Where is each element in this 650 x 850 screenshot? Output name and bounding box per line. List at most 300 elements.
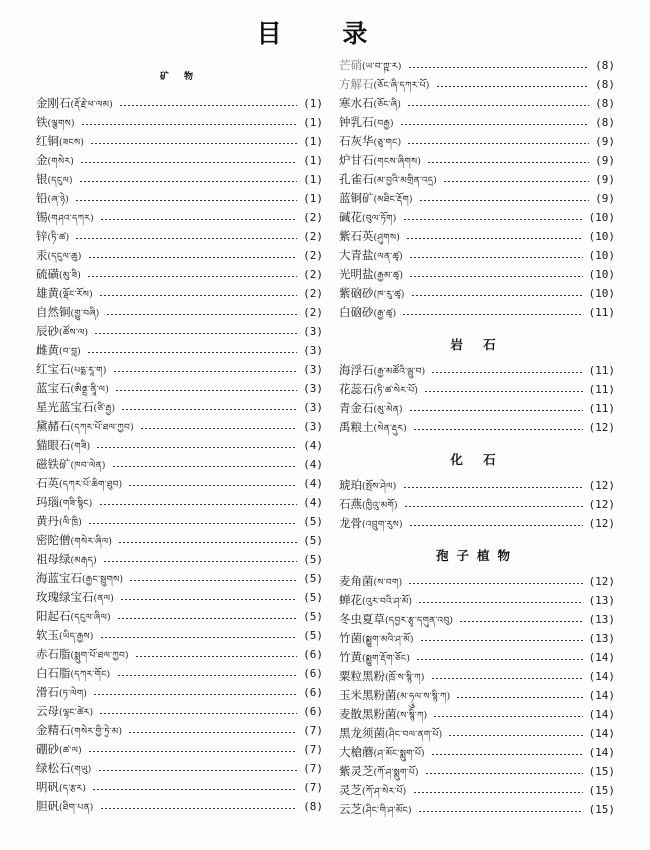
entry-page-number: (2) bbox=[303, 249, 323, 262]
dot-leader bbox=[424, 391, 582, 392]
toc-entry[interactable] bbox=[36, 493, 323, 512]
entry-tibetan-name: (ས་སྙི་ཀ) bbox=[396, 711, 428, 721]
toc-entry[interactable] bbox=[339, 781, 615, 800]
dot-leader bbox=[402, 314, 582, 315]
entry-page-number: (3) bbox=[303, 420, 323, 433]
toc-entry[interactable] bbox=[339, 495, 615, 514]
dot-leader bbox=[407, 105, 589, 106]
entry-page-number: (2) bbox=[303, 211, 323, 224]
toc-entry[interactable] bbox=[36, 227, 323, 246]
toc-entry[interactable] bbox=[339, 361, 615, 380]
entry-chinese-name: 麦角菌 bbox=[339, 574, 374, 588]
toc-entry[interactable] bbox=[36, 436, 323, 455]
entry-tibetan-name: (ཨིནྡྲ་ནཱི་ལ) bbox=[70, 385, 110, 395]
entry-page-number: (5) bbox=[303, 629, 323, 642]
dot-leader bbox=[416, 659, 582, 660]
entry-chinese-name: 玛瑙 bbox=[36, 495, 59, 509]
entry-tibetan-name: (པདྨ་རཱ་ག) bbox=[70, 366, 107, 376]
dot-leader bbox=[459, 621, 582, 622]
dot-leader bbox=[99, 504, 298, 505]
dot-leader bbox=[436, 86, 589, 87]
entry-page-number: (1) bbox=[303, 173, 323, 186]
entry-chinese-name: 辰砂 bbox=[36, 324, 59, 338]
entry-chinese-name: 赤石脂 bbox=[36, 647, 71, 661]
entry-chinese-name: 蝉花 bbox=[339, 593, 362, 607]
toc-entry[interactable] bbox=[339, 762, 615, 781]
entry-chinese-name: 龙骨 bbox=[339, 516, 362, 530]
entry-tibetan-name: (སྨུག་པོ་ཐལ་ཀྱབ) bbox=[70, 651, 129, 661]
entry-chinese-name: 钟乳石 bbox=[339, 115, 374, 129]
entry-tibetan-name: (ཚོས་ལ) bbox=[59, 328, 89, 338]
dot-leader bbox=[93, 694, 297, 695]
toc-entry[interactable] bbox=[339, 514, 615, 533]
entry-page-number: (2) bbox=[303, 287, 323, 300]
dot-leader bbox=[409, 257, 583, 258]
entry-chinese-name: 磁铁矿 bbox=[36, 457, 71, 471]
entry-tibetan-name: (ཤིང་གི་ཤ་མོང) bbox=[362, 806, 412, 816]
entry-page-number: (7) bbox=[303, 781, 323, 794]
entry-page-number: (5) bbox=[303, 610, 323, 623]
toc-entry[interactable] bbox=[339, 284, 615, 303]
entry-tibetan-name: (ཅོང་ཞི) bbox=[373, 100, 402, 110]
entry-chinese-name: 密陀僧 bbox=[36, 533, 71, 547]
toc-entry[interactable] bbox=[339, 170, 615, 189]
dot-leader bbox=[425, 773, 583, 774]
dot-leader bbox=[420, 640, 583, 641]
toc-entry[interactable] bbox=[339, 572, 615, 591]
toc-entry[interactable] bbox=[339, 56, 615, 75]
toc-entry[interactable] bbox=[339, 743, 615, 762]
entry-chinese-name: 黛赭石 bbox=[36, 419, 71, 433]
toc-entry[interactable] bbox=[339, 151, 615, 170]
dot-leader bbox=[98, 770, 298, 771]
entry-tibetan-name: (ཤིང་བལ་ནག་པོ) bbox=[385, 730, 443, 740]
toc-entry[interactable] bbox=[36, 189, 323, 208]
entry-chinese-name: 竹黄 bbox=[339, 650, 362, 664]
entry-tibetan-name: (ཀོ་ཤ་སྨུག་པོ) bbox=[373, 768, 419, 778]
entry-chinese-name: 黄丹 bbox=[36, 514, 59, 528]
toc-entry[interactable] bbox=[36, 170, 323, 189]
entry-chinese-name: 方解石 bbox=[339, 77, 374, 91]
entry-chinese-name: 玉米黑粉菌 bbox=[339, 688, 397, 702]
entry-page-number: (3) bbox=[303, 344, 323, 357]
entry-tibetan-name: (གསེར་ཞིལ) bbox=[70, 537, 113, 547]
dot-leader bbox=[100, 219, 297, 220]
entry-page-number: (4) bbox=[303, 477, 323, 490]
entry-tibetan-name: (མརྒད) bbox=[70, 556, 97, 566]
toc-entry[interactable] bbox=[36, 797, 323, 816]
toc-entry[interactable] bbox=[36, 607, 323, 626]
toc-list-minerals bbox=[36, 94, 323, 816]
entry-chinese-name: 汞 bbox=[36, 248, 48, 262]
entry-chinese-name: 滑石 bbox=[36, 685, 59, 699]
entry-chinese-name: 星光蓝宝石 bbox=[36, 400, 94, 414]
entry-page-number: (12) bbox=[588, 575, 615, 588]
entry-page-number: (7) bbox=[303, 743, 323, 756]
entry-tibetan-name: (གྱུ་བཞི) bbox=[70, 309, 100, 319]
toc-entry[interactable] bbox=[36, 265, 323, 284]
toc-entry[interactable] bbox=[36, 398, 323, 417]
toc-entry[interactable] bbox=[339, 476, 615, 495]
entry-chinese-name: 绿松石 bbox=[36, 761, 71, 775]
entry-page-number: (14) bbox=[588, 727, 615, 740]
entry-page-number: (4) bbox=[303, 439, 323, 452]
dot-leader bbox=[140, 428, 297, 429]
dot-leader bbox=[409, 525, 583, 526]
toc-entry[interactable] bbox=[339, 113, 615, 132]
dot-leader bbox=[413, 792, 583, 793]
toc-entry[interactable] bbox=[339, 227, 615, 246]
toc-entry[interactable] bbox=[339, 380, 615, 399]
dot-leader bbox=[75, 200, 297, 201]
dot-leader bbox=[106, 314, 298, 315]
toc-entry[interactable] bbox=[36, 208, 323, 227]
entry-page-number: (1) bbox=[303, 154, 323, 167]
entry-chinese-name: 祖母绿 bbox=[36, 552, 71, 566]
toc-entry[interactable] bbox=[339, 591, 615, 610]
entry-page-number: (11) bbox=[588, 402, 615, 415]
page-title: 目 录 bbox=[256, 19, 394, 48]
entry-chinese-name: 海浮石 bbox=[339, 363, 374, 377]
entry-tibetan-name: (འུར་བའི་ཤ་མོ) bbox=[362, 597, 413, 607]
dot-leader bbox=[408, 67, 589, 68]
entry-page-number: (12) bbox=[588, 517, 615, 530]
toc-entry[interactable] bbox=[36, 151, 323, 170]
entry-chinese-name: 蓝铜矿 bbox=[339, 191, 374, 205]
entry-page-number: (14) bbox=[588, 670, 615, 683]
entry-tibetan-name: (རྡོ་རྗེ་ཕ་ལམ) bbox=[70, 100, 113, 110]
toc-right-column bbox=[339, 56, 615, 819]
toc-entry[interactable] bbox=[339, 399, 615, 418]
entry-tibetan-name: (ཞ་ཉེ) bbox=[47, 195, 70, 205]
toc-entry[interactable] bbox=[36, 512, 323, 531]
dot-leader bbox=[117, 618, 297, 619]
entry-chinese-name: 大槍蘑 bbox=[339, 745, 374, 759]
dot-leader bbox=[448, 735, 582, 736]
entry-page-number: (15) bbox=[588, 765, 615, 778]
entry-chinese-name: 粟粒黑粉 bbox=[339, 669, 385, 683]
toc-entry[interactable] bbox=[339, 667, 615, 686]
toc-list-spore-plants bbox=[339, 572, 615, 819]
toc-entry[interactable] bbox=[36, 474, 323, 493]
entry-page-number: (3) bbox=[303, 382, 323, 395]
dot-leader bbox=[88, 751, 297, 752]
dot-leader bbox=[92, 789, 297, 790]
entry-chinese-name: 铁 bbox=[36, 115, 48, 129]
entry-page-number: (2) bbox=[303, 306, 323, 319]
toc-entry[interactable] bbox=[339, 648, 615, 667]
dot-leader bbox=[100, 808, 298, 809]
entry-page-number: (12) bbox=[588, 479, 615, 492]
dot-leader bbox=[407, 143, 589, 144]
section-title-fossils: 化 石 bbox=[450, 452, 504, 467]
entry-tibetan-name: (ཁྲོ་ས་སྙི་ཀ) bbox=[385, 673, 425, 683]
dot-leader bbox=[100, 637, 297, 638]
entry-tibetan-name: (ལྕགས) bbox=[47, 119, 75, 129]
entry-tibetan-name: (ཡ་བ་ཀྵ་ར) bbox=[362, 62, 402, 72]
entry-chinese-name: 紫灵芝 bbox=[339, 764, 374, 778]
entry-page-number: (9) bbox=[595, 192, 615, 205]
entry-tibetan-name: (མ་ཧྭུལ་ས་སྙི་ཀ) bbox=[396, 692, 451, 702]
dot-leader bbox=[113, 371, 297, 372]
entry-page-number: (10) bbox=[588, 249, 615, 262]
toc-entry[interactable] bbox=[36, 683, 323, 702]
entry-chinese-name: 石灰华 bbox=[339, 134, 374, 148]
toc-entry[interactable] bbox=[36, 740, 323, 759]
toc-entry[interactable] bbox=[36, 322, 323, 341]
toc-entry[interactable] bbox=[339, 686, 615, 705]
toc-entry[interactable] bbox=[36, 132, 323, 151]
dot-leader bbox=[404, 506, 583, 507]
section-title-rocks: 岩 石 bbox=[450, 337, 504, 352]
entry-page-number: (9) bbox=[595, 173, 615, 186]
dot-leader bbox=[135, 656, 297, 657]
entry-page-number: (9) bbox=[595, 135, 615, 148]
dot-leader bbox=[112, 466, 297, 467]
toc-entry[interactable] bbox=[36, 455, 323, 474]
dot-leader bbox=[81, 124, 297, 125]
entry-tibetan-name: (ལི་ཁྲི) bbox=[59, 518, 83, 528]
dot-leader bbox=[413, 429, 583, 430]
toc-entry[interactable] bbox=[339, 629, 615, 648]
entry-tibetan-name: (རྒྱ་ཚྭ) bbox=[373, 309, 397, 319]
toc-entry[interactable] bbox=[36, 778, 323, 797]
toc-entry[interactable] bbox=[36, 113, 323, 132]
entry-page-number: (3) bbox=[303, 363, 323, 376]
toc-entry[interactable] bbox=[339, 303, 615, 322]
entry-tibetan-name: (བ་བླ) bbox=[59, 347, 81, 357]
toc-entry[interactable] bbox=[36, 721, 323, 740]
entry-page-number: (1) bbox=[303, 97, 323, 110]
dot-leader bbox=[90, 143, 297, 144]
entry-page-number: (8) bbox=[303, 800, 323, 813]
toc-entry[interactable] bbox=[36, 702, 323, 721]
toc-entry[interactable] bbox=[36, 379, 323, 398]
entry-page-number: (1) bbox=[303, 116, 323, 129]
dot-leader bbox=[128, 485, 297, 486]
entry-page-number: (5) bbox=[303, 515, 323, 528]
entry-chinese-name: 金精石 bbox=[36, 723, 71, 737]
toc-entry[interactable] bbox=[339, 75, 615, 94]
dot-leader bbox=[117, 675, 298, 676]
entry-tibetan-name: (ཁྱིའུ་མགོ) bbox=[362, 501, 398, 511]
toc-entry[interactable] bbox=[339, 189, 615, 208]
entry-chinese-name: 大青盐 bbox=[339, 248, 374, 262]
toc-entry[interactable] bbox=[339, 94, 615, 113]
dot-leader bbox=[443, 181, 589, 182]
dot-leader bbox=[400, 124, 589, 125]
entry-page-number: (6) bbox=[303, 648, 323, 661]
dot-leader bbox=[88, 257, 297, 258]
entry-page-number: (10) bbox=[588, 268, 615, 281]
toc-entry[interactable] bbox=[36, 550, 323, 569]
entry-chinese-name: 芒硝 bbox=[339, 58, 362, 72]
toc-entry[interactable] bbox=[36, 417, 323, 436]
entry-chinese-name: 软玉 bbox=[36, 628, 59, 642]
entry-chinese-name: 自然铜 bbox=[36, 305, 71, 319]
entry-chinese-name: 海蓝宝石 bbox=[36, 571, 82, 585]
toc-entry[interactable] bbox=[36, 626, 323, 645]
dot-leader bbox=[408, 583, 582, 584]
entry-tibetan-name: (རྒྱང་སྦུགས) bbox=[82, 575, 124, 585]
entry-tibetan-name: (ཙི་རྦྱ) bbox=[93, 404, 116, 414]
toc-entry[interactable] bbox=[36, 759, 323, 778]
entry-tibetan-name: (གཤའ་དཀར) bbox=[47, 214, 94, 224]
dot-leader bbox=[87, 276, 297, 277]
entry-page-number: (14) bbox=[588, 708, 615, 721]
entry-page-number: (11) bbox=[588, 306, 615, 319]
toc-entry[interactable] bbox=[36, 303, 323, 322]
dot-leader bbox=[433, 716, 582, 717]
entry-tibetan-name: (ལྡོང་རོས) bbox=[59, 290, 93, 300]
section-title-minerals: 矿 物 bbox=[159, 72, 200, 82]
entry-page-number: (1) bbox=[303, 135, 323, 148]
entry-chinese-name: 铅 bbox=[36, 191, 48, 205]
toc-entry[interactable] bbox=[339, 265, 615, 284]
entry-chinese-name: 光明盐 bbox=[339, 267, 374, 281]
toc-list-fossils bbox=[339, 476, 615, 533]
entry-chinese-name: 雌黄 bbox=[36, 343, 59, 357]
entry-tibetan-name: (གཟི་སྙིང) bbox=[59, 499, 93, 509]
toc-entry[interactable] bbox=[36, 664, 323, 683]
entry-tibetan-name: (ཚ་ལ) bbox=[59, 746, 82, 756]
toc-entry[interactable] bbox=[339, 610, 615, 629]
entry-tibetan-name: (དབྱར་རྩྭ་དགུན་འབུ) bbox=[385, 616, 454, 626]
entry-tibetan-name: (སྤོས་ཤེལ) bbox=[362, 482, 397, 492]
entry-chinese-name: 硫磺 bbox=[36, 267, 59, 281]
entry-chinese-name: 锌 bbox=[36, 229, 48, 243]
entry-chinese-name: 云芝 bbox=[339, 802, 362, 816]
toc-list-minerals-continued bbox=[339, 56, 615, 322]
entry-page-number: (13) bbox=[588, 613, 615, 626]
toc-entry[interactable] bbox=[36, 645, 323, 664]
toc-entry[interactable] bbox=[36, 94, 323, 113]
toc-entry[interactable] bbox=[339, 705, 615, 724]
entry-chinese-name: 金 bbox=[36, 153, 48, 167]
entry-tibetan-name: (ཀོ་ཤ་སེར་པོ) bbox=[362, 787, 407, 797]
dot-leader bbox=[103, 561, 297, 562]
toc-left-column bbox=[36, 64, 323, 816]
entry-tibetan-name: (ཅུ་གང) bbox=[373, 138, 402, 148]
entry-chinese-name: 孔雀石 bbox=[339, 172, 374, 186]
entry-page-number: (6) bbox=[303, 705, 323, 718]
entry-page-number: (8) bbox=[595, 116, 615, 129]
entry-page-number: (12) bbox=[588, 498, 615, 511]
dot-leader bbox=[431, 372, 582, 373]
toc-entry[interactable] bbox=[36, 360, 323, 379]
entry-chinese-name: 红宝石 bbox=[36, 362, 71, 376]
toc-entry[interactable] bbox=[339, 208, 615, 227]
entry-chinese-name: 白硇砂 bbox=[339, 305, 374, 319]
entry-chinese-name: 黑龙须菌 bbox=[339, 726, 385, 740]
entry-tibetan-name: (ཟངས) bbox=[59, 138, 85, 148]
entry-tibetan-name: (སྨྱུག་རྡོག་ཅོང) bbox=[362, 654, 411, 664]
entry-chinese-name: 阳起石 bbox=[36, 609, 71, 623]
entry-chinese-name: 金刚石 bbox=[36, 96, 71, 110]
toc-entry[interactable] bbox=[36, 341, 323, 360]
entry-tibetan-name: (དཀར་པོ་ཐལ་ཀྱབ) bbox=[70, 423, 134, 433]
entry-tibetan-name: (མུ་མེན) bbox=[373, 405, 403, 415]
entry-page-number: (10) bbox=[588, 230, 615, 243]
dot-leader bbox=[431, 754, 583, 755]
entry-page-number: (11) bbox=[588, 383, 615, 396]
entry-page-number: (9) bbox=[595, 154, 615, 167]
entry-chinese-name: 花蕊石 bbox=[339, 382, 374, 396]
dot-leader bbox=[427, 162, 589, 163]
entry-chinese-name: 琥珀 bbox=[339, 478, 362, 492]
entry-tibetan-name: (ཏི་ཚ་སེར་པོ) bbox=[373, 386, 419, 396]
toc-entry[interactable] bbox=[339, 132, 615, 151]
entry-chinese-name: 禹粮土 bbox=[339, 420, 374, 434]
entry-chinese-name: 玫瑰绿宝石 bbox=[36, 590, 94, 604]
dot-leader bbox=[409, 410, 583, 411]
toc-entry[interactable] bbox=[36, 284, 323, 303]
entry-page-number: (1) bbox=[303, 192, 323, 205]
entry-chinese-name: 青金石 bbox=[339, 401, 374, 415]
entry-tibetan-name: (དཀར་པོ་ཆིག་ཐུབ) bbox=[59, 480, 123, 490]
toc-entry[interactable] bbox=[339, 418, 615, 437]
dot-leader bbox=[121, 409, 297, 410]
entry-tibetan-name: (གངས་ཞིགས) bbox=[373, 157, 422, 167]
entry-tibetan-name: (རྒྱམ་ཚྭ) bbox=[373, 271, 404, 281]
dot-leader bbox=[456, 697, 582, 698]
toc-list-rocks bbox=[339, 361, 615, 437]
toc-entry[interactable] bbox=[339, 246, 615, 265]
entry-tibetan-name: (སྨྱུག་མའི་ཤ་མོ) bbox=[362, 635, 414, 645]
toc-entry[interactable] bbox=[339, 724, 615, 743]
entry-tibetan-name: (ཤ་མོང་སྨུག་པོ) bbox=[373, 749, 425, 759]
entry-page-number: (2) bbox=[303, 230, 323, 243]
dot-leader bbox=[418, 602, 582, 603]
toc-entry[interactable] bbox=[36, 569, 323, 588]
entry-tibetan-name: (སེན་རྡུར) bbox=[373, 424, 407, 434]
dot-leader bbox=[119, 105, 297, 106]
entry-chinese-name: 竹菌 bbox=[339, 631, 362, 645]
toc-entry[interactable] bbox=[36, 531, 323, 550]
dot-leader bbox=[120, 599, 297, 600]
entry-chinese-name: 云母 bbox=[36, 704, 59, 718]
entry-page-number: (7) bbox=[303, 762, 323, 775]
entry-page-number: (10) bbox=[588, 211, 615, 224]
entry-tibetan-name: (དངུལ) bbox=[47, 176, 73, 186]
entry-page-number: (5) bbox=[303, 591, 323, 604]
toc-entry[interactable] bbox=[36, 246, 323, 265]
entry-page-number: (5) bbox=[303, 572, 323, 585]
entry-chinese-name: 紫石英 bbox=[339, 229, 374, 243]
entry-chinese-name: 雄黄 bbox=[36, 286, 59, 300]
entry-chinese-name: 石燕 bbox=[339, 497, 362, 511]
entry-page-number: (13) bbox=[588, 594, 615, 607]
entry-tibetan-name: (ལྷང་ཚེར) bbox=[59, 708, 94, 718]
entry-chinese-name: 白石脂 bbox=[36, 666, 71, 680]
toc-entry[interactable] bbox=[36, 588, 323, 607]
entry-tibetan-name: (ནལ) bbox=[93, 594, 115, 604]
entry-tibetan-name: (དངུལ་ཞིལ) bbox=[70, 613, 111, 623]
entry-tibetan-name: (གསེར) bbox=[47, 157, 75, 167]
entry-chinese-name: 石英 bbox=[36, 476, 59, 490]
entry-page-number: (14) bbox=[588, 689, 615, 702]
entry-page-number: (8) bbox=[595, 59, 615, 72]
dot-leader bbox=[80, 162, 297, 163]
entry-tibetan-name: (དངུལ་ཆུ) bbox=[47, 252, 82, 262]
entry-tibetan-name: (ཡིད་རྒྱས) bbox=[59, 632, 94, 642]
entry-chinese-name: 灵芝 bbox=[339, 783, 362, 797]
entry-page-number: (4) bbox=[303, 496, 323, 509]
entry-tibetan-name: (མ་བྱའི་མགྲིན་འདྲ) bbox=[373, 176, 438, 186]
entry-page-number: (5) bbox=[303, 534, 323, 547]
dot-leader bbox=[79, 181, 297, 182]
toc-entry[interactable] bbox=[339, 800, 615, 819]
